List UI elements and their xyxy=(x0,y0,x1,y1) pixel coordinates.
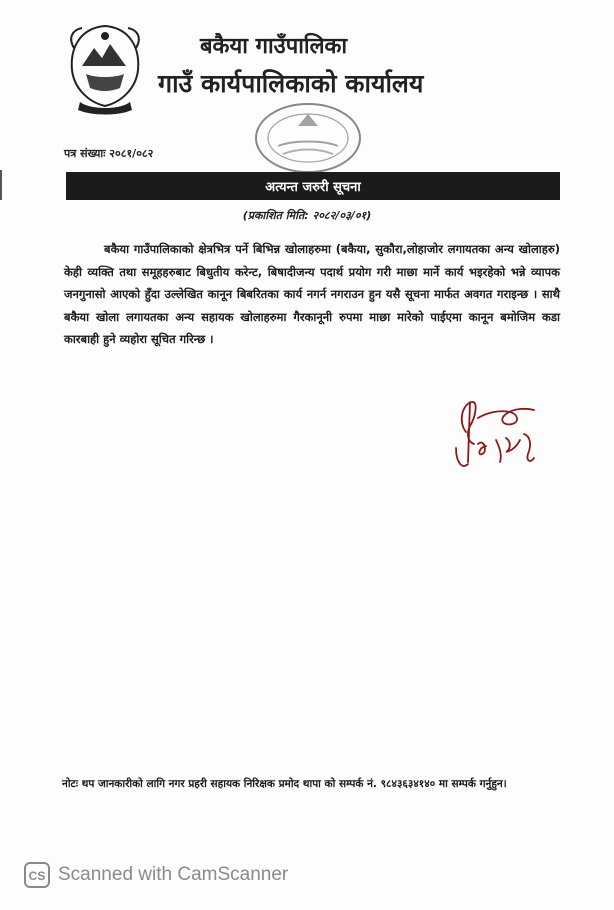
office-name: गाउँ कार्यपालिकाको कार्यालय xyxy=(158,69,424,98)
reference-number: पत्र संख्याः २०८१/०८२ xyxy=(64,147,154,160)
notice-title: अत्यन्त जरुरी सूचना xyxy=(265,180,361,195)
notice-body: बकैया गाउँपालिकाको क्षेत्रभित्र पर्ने बिभिन्न खोलाहरुमा (बकैया, सुकौरा,लोहाजोर लगायतका अन्य खोलाहरु) केही व्यक्ति तथा समूहहरुबाट बिधुतीय करेन्ट, बिषादीजन्य पदार्थ प्रयोग गरी माछा मार्ने कार्य भइरहेको भन्ने व्यापक जनगुनासो आएको हुँदा उल्लेखित कानून बिबरितका कार्य नगर्न नगराउन हुन यसै सूचना मार्फत अवगत गराइन्छ । साथै बकैया खोला लगायतका अन्य सहायक खोलाहरुमा गैरकानूनी रुपमा माछा मारेको पाईएमा कानून बमोजिम कडा कारबाही हुने व्यहोरा सूचित गरिन्छ । xyxy=(64,242,560,346)
published-date: (प्रकाशित मिति: २०८२/०३/०१) xyxy=(242,209,372,222)
signature-icon xyxy=(448,392,548,482)
page-edge-mark xyxy=(0,170,2,200)
camscanner-watermark xyxy=(24,860,288,890)
nepal-emblem-icon xyxy=(60,18,150,118)
contact-note: नोटः थप जानकारीको लागि नगर प्रहरी सहायक निरिक्षक प्रमोद थापा को सम्पर्क नं. ९८४३६३४१४० मा सम्पर्क गर्नुहुन। xyxy=(62,778,507,790)
camscanner-logo-icon xyxy=(24,862,50,888)
org-name: बकैया गाउँपालिका xyxy=(200,33,348,59)
office-stamp-icon xyxy=(238,96,378,176)
notice-title-banner xyxy=(66,172,560,200)
svg-text:CS: CS xyxy=(28,869,46,883)
watermark-text: Scanned with CamScanner xyxy=(58,864,289,885)
